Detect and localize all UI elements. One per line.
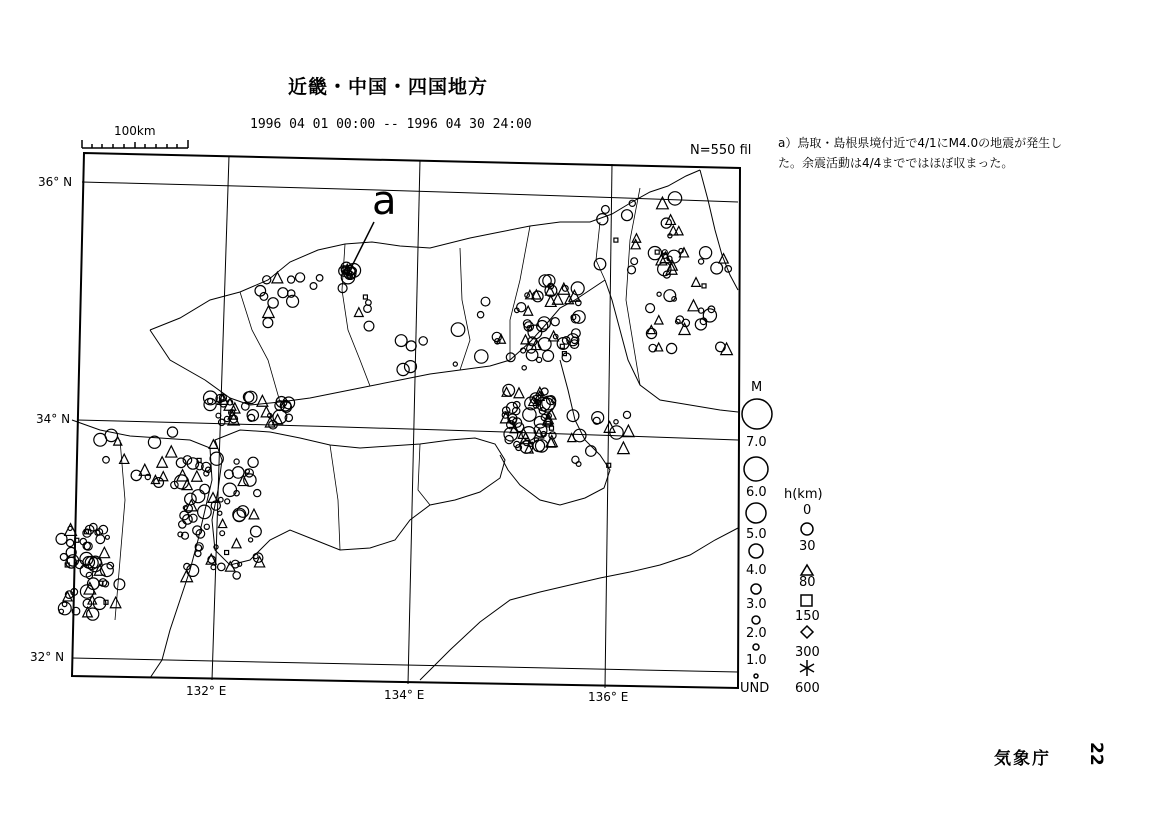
- epicenter-circle: [451, 323, 465, 337]
- epicenter-circle: [631, 258, 638, 265]
- epicenter-triangle: [159, 472, 168, 481]
- magnitude-legend-title: M: [751, 380, 763, 395]
- epicenter-circle: [316, 275, 323, 282]
- epicenter-circle: [537, 357, 542, 362]
- magnitude-label: 5.0: [746, 527, 767, 542]
- epicenter-circle: [481, 297, 490, 306]
- period-range: 1996 04 01 00:00 -- 1996 04 30 24:00: [250, 117, 532, 132]
- epicenter-circle: [219, 419, 225, 425]
- epicenter-circle: [185, 493, 197, 505]
- epicenter-circle: [586, 446, 597, 457]
- depth-label: 80: [799, 575, 816, 590]
- epicenter-circle: [623, 411, 630, 418]
- epicenter-circle: [263, 276, 271, 284]
- epicenter-circle: [614, 420, 618, 424]
- agency-name: 気象庁: [994, 749, 1051, 769]
- magnitude-label: 3.0: [746, 597, 767, 612]
- epicenter-circle: [397, 363, 409, 375]
- epicenter-square: [655, 250, 659, 254]
- epicenter-circle: [572, 456, 579, 463]
- lon-label-136: 136° E: [588, 690, 629, 704]
- epicenter-circle: [278, 288, 288, 298]
- epicenter-square: [75, 538, 79, 542]
- depth-label: 600: [795, 681, 820, 696]
- epicenter-circle: [204, 524, 209, 529]
- epicenter-triangle: [261, 407, 271, 417]
- epicenter-circle: [248, 457, 258, 467]
- epicenter-square: [560, 344, 564, 348]
- epicenter-circle: [99, 525, 108, 534]
- epicenter-square: [225, 551, 229, 555]
- epicenter-square: [363, 295, 367, 299]
- epicenter-triangle: [110, 597, 121, 608]
- epicenter-circle: [419, 337, 427, 345]
- epicenter-circle: [249, 538, 253, 542]
- epicenter-circle: [668, 192, 681, 205]
- magnitude-label: UND: [740, 681, 770, 696]
- epicenter-circle: [96, 535, 105, 544]
- epicenter-circle: [179, 521, 186, 528]
- epicenter-circle: [657, 292, 661, 296]
- epicenter-circle: [699, 259, 704, 264]
- epicenter-circle: [225, 499, 230, 504]
- epicenter-circle: [103, 457, 110, 464]
- scale-label: 100km: [114, 124, 156, 138]
- epicenter-circle: [522, 366, 526, 370]
- scale-bar: [82, 140, 188, 148]
- magnitude-label: 4.0: [746, 563, 767, 578]
- magnitude-label: 7.0: [746, 435, 767, 450]
- coastline: [72, 170, 738, 680]
- epicenter-circle: [395, 335, 407, 347]
- epicenter-square: [702, 284, 706, 288]
- epicenter-circle: [218, 511, 222, 515]
- epicenter-circle: [475, 350, 488, 363]
- lat-label-36: 36° N: [38, 175, 73, 189]
- epicenter-circle: [602, 206, 610, 214]
- epicenter-circle: [477, 312, 483, 318]
- epicenter-triangle: [225, 562, 235, 572]
- diamond-icon: [801, 626, 813, 638]
- epicenter-circle: [667, 343, 677, 353]
- epicenter-triangle: [688, 300, 699, 311]
- square-icon: [801, 595, 812, 606]
- epicenter-circle: [711, 262, 723, 274]
- epicenter-triangle: [272, 272, 283, 283]
- depth-label: 30: [799, 539, 816, 554]
- epicenter-circle: [208, 399, 213, 404]
- epicenter-circle: [167, 427, 177, 437]
- epicenter-circle: [543, 350, 554, 361]
- epicenter-circle: [251, 526, 262, 537]
- magnitude-label: 6.0: [746, 485, 767, 500]
- epicenter-circle: [364, 305, 372, 313]
- epicenter-circle: [405, 361, 417, 373]
- epicenter-circle: [310, 283, 317, 290]
- lon-label-132: 132° E: [186, 684, 227, 698]
- epicenter-circle: [628, 266, 636, 274]
- depth-label: 0: [803, 503, 812, 518]
- map-frame: [72, 153, 740, 688]
- epicenter-circle: [288, 276, 295, 283]
- epicenter-circle: [504, 427, 518, 441]
- epicenter-circle: [67, 539, 74, 546]
- epicenter-circle: [268, 298, 278, 308]
- event-pointer: [352, 222, 374, 266]
- epicenter-circle: [646, 304, 655, 313]
- epicenter-triangle: [157, 457, 168, 468]
- epicenter-triangle: [166, 446, 177, 457]
- epicenter-triangle: [99, 547, 109, 557]
- epicenter-square: [614, 238, 618, 242]
- epicenter-circle: [114, 579, 125, 590]
- epicenter-circle: [234, 459, 239, 464]
- lat-label-32: 32° N: [30, 650, 65, 664]
- asterisk-icon: [800, 660, 814, 676]
- epicenter-circle: [105, 429, 117, 441]
- epicenter-circle: [622, 210, 633, 221]
- epicenter-triangle: [655, 316, 663, 324]
- lon-label-134: 134° E: [384, 688, 425, 702]
- epicenter-triangle: [618, 442, 630, 454]
- epicenter-circle: [538, 338, 551, 351]
- annotation-note: a）鳥取・島根県境付近で4/1にM4.0の地震が発生した。余震活動は4/4までではほぼ収まった。: [778, 136, 1063, 170]
- epicenter-circle: [233, 572, 240, 579]
- epicenter-circle: [220, 531, 225, 536]
- epicenter-circle: [296, 273, 305, 282]
- epicenter-circle: [105, 535, 109, 539]
- magnitude-label: 2.0: [746, 626, 767, 641]
- epicenter-circle: [573, 429, 586, 442]
- epicenter-circle: [200, 484, 210, 494]
- epicenter-triangle: [192, 471, 202, 481]
- circle-icon: [801, 523, 813, 535]
- epicenter-circle: [716, 342, 726, 352]
- epicenter-circle: [254, 490, 261, 497]
- epicenter-circle: [218, 563, 226, 571]
- epicenter-circle: [223, 483, 236, 496]
- epicenter-circle: [406, 341, 416, 351]
- epicenter-triangle: [232, 539, 241, 548]
- depth-label: 300: [795, 645, 820, 660]
- epicenter-circle: [56, 533, 67, 544]
- epicenter-circle: [87, 608, 99, 620]
- epicenter-circle: [506, 353, 515, 362]
- page-number: 22: [1086, 742, 1106, 766]
- epicenter-circle: [364, 321, 374, 331]
- epicenter-circle: [700, 247, 712, 259]
- depth-label: 150: [795, 609, 820, 624]
- epicenter-circle: [664, 290, 676, 302]
- epicenter-circle: [288, 290, 295, 297]
- epicenter-square: [607, 463, 611, 467]
- epicenter-circle: [211, 565, 216, 570]
- epicenter-circle: [192, 490, 205, 503]
- epicenter-triangle: [514, 388, 524, 398]
- epicenter-triangle: [249, 509, 259, 519]
- magnitude-label: 1.0: [746, 653, 767, 668]
- depth-legend-title: h(km): [784, 487, 823, 502]
- triangle-icon: [801, 565, 813, 575]
- epicenter-symbols: [56, 192, 732, 621]
- event-marker-a: a: [372, 178, 397, 224]
- epicenter-triangle: [354, 308, 363, 317]
- lat-label-34: 34° N: [36, 412, 71, 426]
- epicenter-circle: [517, 303, 526, 312]
- epicenter-triangle: [218, 519, 226, 527]
- epicenter-triangle: [623, 425, 635, 437]
- epicenter-circle: [219, 497, 224, 502]
- epicenter-circle: [62, 602, 67, 607]
- epicenter-triangle: [721, 343, 733, 355]
- epicenter-circle: [551, 318, 559, 326]
- epicenter-circle: [263, 318, 273, 328]
- epicenter-circle: [225, 470, 234, 479]
- event-count: N=550 fil: [690, 143, 752, 158]
- map-title: 近畿・中国・四国地方: [288, 76, 489, 98]
- epicenter-triangle: [692, 278, 701, 287]
- epicenter-circle: [453, 362, 457, 366]
